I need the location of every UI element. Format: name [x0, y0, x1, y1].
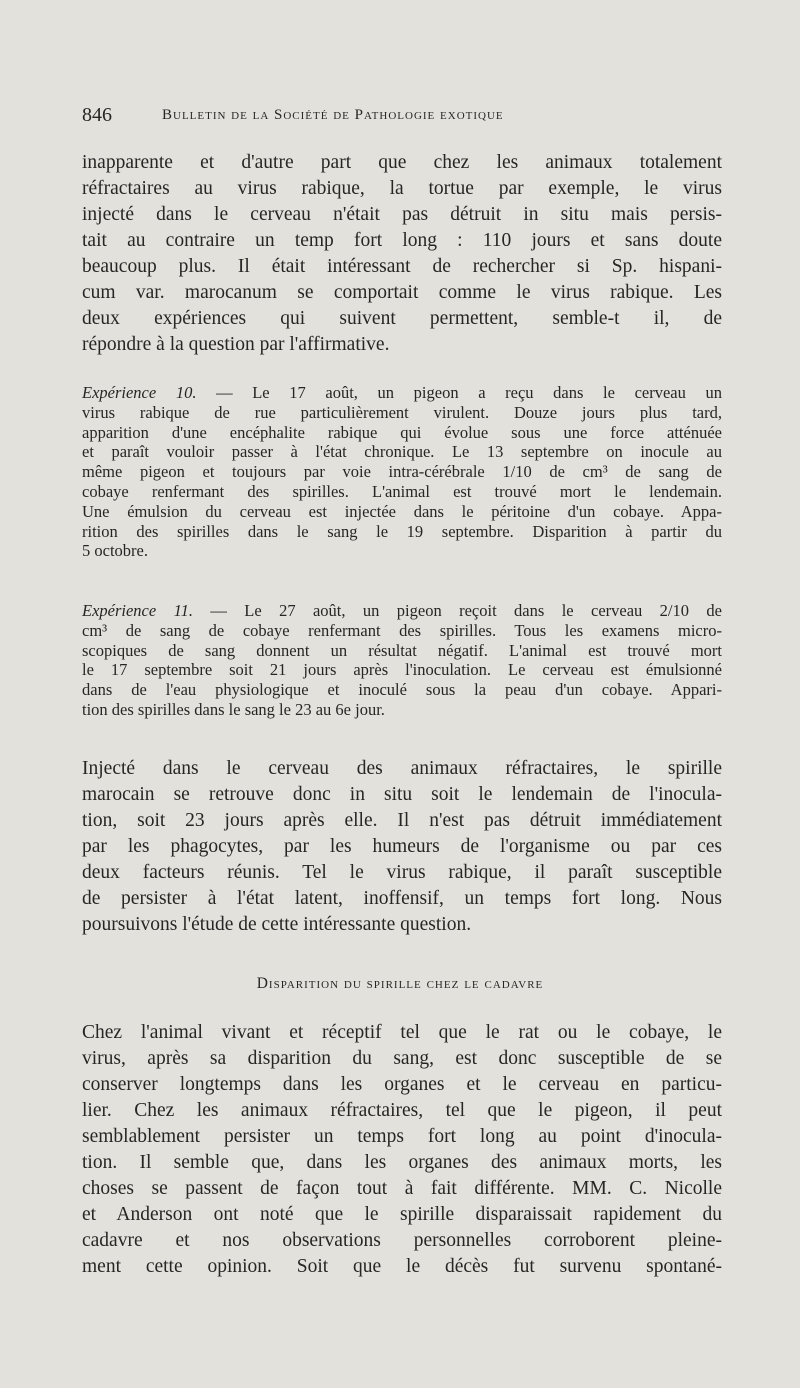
- text-line: tion des spirilles dans le sang le 23 au 6e jour.: [82, 699, 385, 719]
- text-line: réfractaires au virus rabique, la tortue par exemple, le virus: [82, 178, 722, 199]
- text-line: tion. Il semble que, dans les organes des animaux morts, les: [82, 1152, 722, 1173]
- experience-10: [82, 383, 722, 561]
- text-line: rition des spirilles dans le sang le 19 septembre. Disparition à partir du: [82, 521, 722, 541]
- experience-11: [82, 601, 722, 720]
- text-line: et paraît vouloir passer à l'état chronique. Le 13 septembre on inocule au: [82, 442, 722, 462]
- text-line: virus rabique de rue particulièrement virulent. Douze jours plus tard,: [82, 402, 722, 422]
- text-line: tait au contraire un temp fort long : 110 jours et sans doute: [82, 230, 722, 251]
- text-line: conserver longtemps dans les organes et le cerveau en particu-: [82, 1074, 722, 1095]
- text-line: le 17 septembre soit 21 jours après l'inoculation. Le cerveau est émulsionné: [82, 660, 722, 680]
- text-line: et Anderson ont noté que le spirille disparaissait rapidement du: [82, 1204, 722, 1225]
- text-line: inapparente et d'autre part que chez les animaux totalement: [82, 152, 722, 173]
- text-line: cadavre et nos observations personnelles corroborent pleine-: [82, 1230, 722, 1251]
- summary-paragraph: [82, 756, 722, 938]
- text-line: semblablement persister un temps fort long au point d'inocula-: [82, 1126, 722, 1147]
- text-line: cobaye renfermant des spirilles. L'animal est trouvé mort le lendemain.: [82, 481, 722, 501]
- text-line: [82, 383, 722, 403]
- text-line: Une émulsion du cerveau est injectée dans le péritoine d'un cobaye. Appa-: [82, 501, 722, 521]
- text-line: lier. Chez les animaux réfractaires, tel que le pigeon, il peut: [82, 1100, 722, 1121]
- text-line: deux facteurs réunis. Tel le virus rabique, il paraît susceptible: [82, 862, 722, 883]
- page-header: [82, 104, 722, 134]
- text-line: ment cette opinion. Soit que le décès fut survenu spontané-: [82, 1256, 722, 1277]
- text-line: apparition d'une encéphalite rabique qui évolue sous une force atténuée: [82, 422, 722, 442]
- text-line: tion, soit 23 jours après elle. Il n'est pas détruit immédiatement: [82, 810, 722, 831]
- text-line: dans de l'eau physiologique et inoculé sous la peau d'un cobaye. Appari-: [82, 680, 722, 700]
- intro-paragraph: [82, 150, 722, 358]
- text-line: injecté dans le cerveau n'était pas détruit in situ mais persis-: [82, 204, 722, 225]
- text-line: par les phagocytes, par les humeurs de l'organisme ou par ces: [82, 836, 722, 857]
- experience-label: Expérience 10.: [82, 383, 197, 402]
- text-line: marocain se retrouve donc in situ soit le lendemain de l'inocula-: [82, 784, 722, 805]
- text-line: beaucoup plus. Il était intéressant de rechercher si Sp. hispani-: [82, 256, 722, 277]
- text-line: poursuivons l'étude de cette intéressante question.: [82, 914, 472, 935]
- page-number: 846: [82, 104, 112, 126]
- text-line: [82, 601, 722, 621]
- text-run: — Le 17 août, un pigeon a reçu dans le cerveau un: [196, 383, 723, 402]
- text-line: répondre à la question par l'affirmative.: [82, 334, 390, 355]
- text-line: cum var. marocanum se comportait comme le virus rabique. Les: [82, 282, 722, 303]
- text-line: même pigeon et toujours par voie intra-cérébrale 1/10 de cm³ de sang de: [82, 462, 722, 482]
- text-line: scopiques de sang donnent un résultat négatif. L'animal est trouvé mort: [82, 640, 722, 660]
- text-line: cm³ de sang de cobaye renfermant des spirilles. Tous les examens micro-: [82, 620, 722, 640]
- text-line: Injecté dans le cerveau des animaux réfractaires, le spirille: [82, 758, 722, 779]
- text-line: deux expériences qui suivent permettent, semble-t il, de: [82, 308, 722, 329]
- text-line: virus, après sa disparition du sang, est donc susceptible de se: [82, 1048, 722, 1069]
- final-paragraph: [82, 1020, 722, 1280]
- running-title: Bulletin de la Société de Pathologie exotique: [162, 107, 504, 123]
- experience-label: Expérience 11.: [82, 601, 193, 620]
- text-line: de persister à l'état latent, inoffensif, un temps fort long. Nous: [82, 888, 722, 909]
- text-run: — Le 27 août, un pigeon reçoit dans le cerveau 2/10 de: [193, 601, 722, 620]
- text-line: 5 octobre.: [82, 541, 148, 561]
- section-heading: Disparition du spirille chez le cadavre: [256, 975, 544, 992]
- text-line: Chez l'animal vivant et réceptif tel que le rat ou le cobaye, le: [82, 1022, 722, 1043]
- text-line: choses se passent de façon tout à fait différente. MM. C. Nicolle: [82, 1178, 722, 1199]
